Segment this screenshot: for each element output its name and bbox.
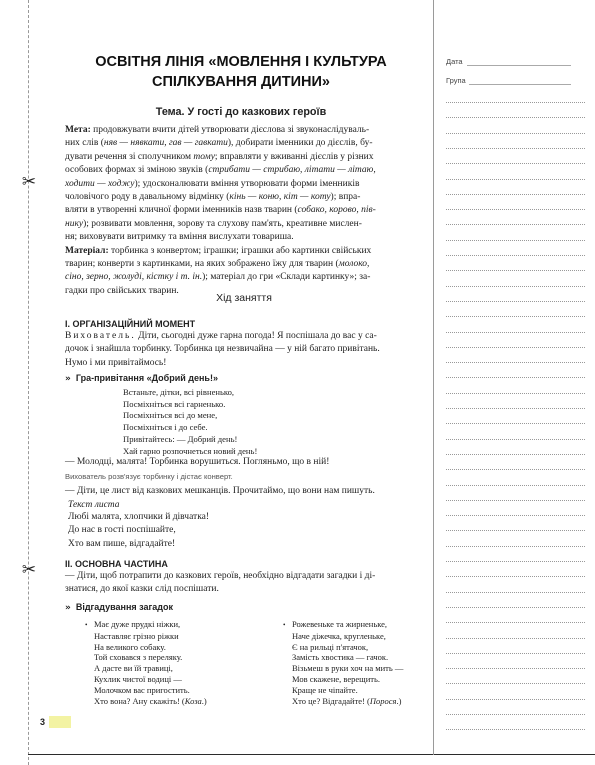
page-bottom-border (28, 754, 595, 755)
note-line[interactable] (446, 224, 585, 225)
page-tab (49, 716, 71, 728)
intro-line: дочок і знайшла торбинку. Торбинка ця незвичайна — у ній багато привітань. (65, 344, 380, 355)
material-line: гадки про свійських тварин. (65, 285, 179, 296)
scissors-icon: ✂ (21, 560, 37, 580)
date-field[interactable] (467, 65, 571, 66)
note-line[interactable] (446, 653, 585, 654)
poem-line: Хай гарно розпочнеться новий день! (123, 445, 258, 456)
goal-line: особових формах зі зміною звуків (стрибати — стрибаю, літати — літаю, (65, 165, 376, 176)
goal-line: нику); розвивати мовлення, зорову та слухову пам'ять, креативне мислен- (65, 218, 362, 229)
note-line[interactable] (446, 347, 585, 348)
game-heading-riddles (65, 602, 173, 613)
note-line[interactable] (446, 301, 585, 302)
riddle-line: Наче діжечка, кругленьке, (292, 630, 386, 641)
note-line[interactable] (446, 592, 585, 593)
cut-line (28, 0, 30, 765)
page-number: 3 (40, 717, 46, 727)
note-line[interactable] (446, 699, 585, 700)
intro-line: Вихователь. Діти, сьогодні дуже гарна погода! Я поспішала до вас у са- (65, 331, 377, 341)
note-line[interactable] (446, 332, 585, 333)
letter-line: Любі малята, хлопчики й дівчатка! (68, 512, 210, 522)
goal-line: вляти в утворенні кличної форми іменників назв тварин (собако, корово, пів- (65, 205, 376, 216)
note-line[interactable] (446, 148, 585, 149)
dialog-line: — Діти, це лист від казкових мешканців. Прочитаймо, що вони нам пишуть. (65, 486, 375, 496)
note-line[interactable] (446, 163, 585, 164)
intro-line: Нумо і ми привітаймось! (65, 357, 167, 368)
riddle-line: Мов скажене, верещить. (292, 673, 380, 684)
note-line[interactable] (446, 576, 585, 577)
topic-heading: Тема. У гості до казкових героїв (155, 106, 327, 118)
riddle-line: Молочком вас пригостить. (94, 684, 190, 695)
page-title (60, 52, 422, 92)
note-line[interactable] (446, 729, 585, 730)
note-line[interactable] (446, 714, 585, 715)
note-line[interactable] (446, 377, 585, 378)
note-line[interactable] (446, 194, 585, 195)
dialog-line: — Молодці, малята! Торбинка ворушиться. Погляньмо, що в ній! (65, 457, 330, 467)
note-line[interactable] (446, 500, 585, 501)
riddle-line: Замість хвостика — гачок. (292, 652, 389, 663)
riddle-line: • Має дуже прудкі ніжки, (85, 619, 181, 629)
goal-paragraph (65, 124, 423, 298)
letter-label: Текст листа (68, 500, 120, 510)
lesson-course-heading: Хід заняття (216, 292, 272, 304)
note-line[interactable] (446, 515, 585, 516)
poem-line: Привітайтесь: — Добрий день! (123, 433, 238, 444)
letter-line: До нас в гості поспішайте, (68, 525, 176, 536)
poem-line: Посміхніться всі до мене, (123, 410, 218, 421)
main-intro-line: — Діти, щоб потрапити до казкових героїв, необхідно відгадати загадки і ді- (65, 571, 376, 581)
poem-line: Встаньте, дітки, всі рівненько, (123, 387, 235, 397)
riddle-line: Візьмеш в руки хоч на мить — (292, 663, 404, 674)
scissors-icon: ✂ (21, 172, 37, 192)
greeting-poem (123, 387, 257, 457)
game-title: Гра-привітання «Добрий день!» (75, 373, 218, 383)
main-intro (65, 570, 423, 597)
note-line[interactable] (446, 546, 585, 547)
riddle-line: Той сховався з переляку. (94, 652, 183, 663)
note-line[interactable] (446, 255, 585, 256)
letter-text (68, 511, 426, 551)
note-line[interactable] (446, 102, 585, 103)
letter-line: Хто вам пише, відгадайте! (68, 538, 176, 549)
title-line-2: СПІЛКУВАННЯ ДИТИНИ» (152, 74, 330, 90)
goal-line: них слів (няв — нявкати, гав — гавкати), добирати іменники до дієслів, бу- (65, 138, 373, 149)
note-line[interactable] (446, 209, 585, 210)
poem-line: Посміхніться і до себе. (123, 422, 208, 433)
notes-column-divider (433, 0, 434, 755)
note-line[interactable] (446, 561, 585, 562)
goal-label: Мета: (65, 125, 91, 135)
goal-line: ходити — ходжу); удосконалювати вміння утворювати форми іменників (65, 178, 360, 189)
material-line: тварин; конверти з картинками, на яких зображено їжу для тварин (молоко, (65, 259, 370, 270)
section-heading-1: I. ОРГАНІЗАЦІЙНИЙ МОМЕНТ (65, 319, 196, 329)
riddle-line: Наставляє грізно ріжки (94, 630, 179, 641)
game-title: Відгадування загадок (75, 602, 173, 612)
riddle-line: Хто вона? Ану скажіть! (Коза.) (94, 695, 207, 706)
note-line[interactable] (446, 638, 585, 639)
goal-line: чоловічого роду в давальному відмінку (кінь — коню, кіт — коту); впра- (65, 192, 361, 203)
note-line[interactable] (446, 133, 585, 134)
note-line[interactable] (446, 530, 585, 531)
note-line[interactable] (446, 454, 585, 455)
note-line[interactable] (446, 683, 585, 684)
note-line[interactable] (446, 469, 585, 470)
stage-direction: Вихователь розв'язує торбинку і дістає конверт. (65, 472, 233, 481)
note-line[interactable] (446, 408, 585, 409)
note-line[interactable] (446, 286, 585, 287)
note-line[interactable] (446, 117, 585, 118)
title-line-1: ОСВІТНЯ ЛІНІЯ «МОВЛЕННЯ І КУЛЬТУРА (95, 54, 387, 70)
poem-line: Посміхніться всі гарненько. (123, 398, 226, 409)
goal-line: Мета: продовжувати вчити дітей утворювати дієслова зі звуконаслідуваль- (65, 125, 370, 135)
section-heading-2: II. ОСНОВНА ЧАСТИНА (65, 559, 168, 569)
date-label: Дата (446, 57, 463, 66)
riddle-line: Хто це? Відгадайте! (Порося.) (292, 695, 402, 706)
note-line[interactable] (446, 362, 585, 363)
material-line: Матеріал: торбинка з конвертом; іграшки; іграшки або картинки свійських (65, 245, 372, 256)
group-label: Група (446, 76, 466, 85)
teacher-intro (65, 330, 423, 370)
note-line[interactable] (446, 393, 585, 394)
group-field[interactable] (469, 84, 571, 85)
main-intro-line: знатися, до якої казки слід поспішати. (65, 584, 219, 595)
double-arrow-icon: » (65, 374, 71, 384)
note-line[interactable] (446, 485, 585, 486)
note-line[interactable] (446, 668, 585, 669)
riddle-piglet (283, 619, 403, 706)
note-line[interactable] (446, 240, 585, 241)
note-line[interactable] (446, 607, 585, 608)
riddle-line: Кухлик чистої водиці — (94, 673, 182, 684)
game-heading-greeting (65, 373, 218, 384)
note-line[interactable] (446, 179, 585, 180)
note-line[interactable] (446, 622, 585, 623)
goal-line: ня; виховувати витримку та вміння вислухати товариша. (65, 232, 294, 243)
note-line[interactable] (446, 423, 585, 424)
riddle-line: Краще не чіпайте. (292, 684, 358, 695)
material-label: Матеріал: (65, 245, 109, 256)
note-line[interactable] (446, 270, 585, 271)
material-line: сіно, зерно, жолуді, кістку і т. ін.); матеріал до гри «Склади картинку»; за- (65, 272, 371, 283)
goal-line: дувати речення зі сполучником тому; вправляти у вживанні дієслів у різних (65, 151, 374, 162)
note-line[interactable] (446, 316, 585, 317)
riddle-line: Є на рильці п'ятачок, (292, 641, 369, 652)
double-arrow-icon: » (65, 603, 71, 613)
riddle-line: А дасте ви їй травиці, (94, 663, 173, 674)
note-line[interactable] (446, 439, 585, 440)
riddle-goat (85, 619, 207, 706)
riddle-line: На великого собаку. (94, 641, 166, 652)
riddle-line: • Рожевеньке та жирненьке, (283, 619, 388, 629)
